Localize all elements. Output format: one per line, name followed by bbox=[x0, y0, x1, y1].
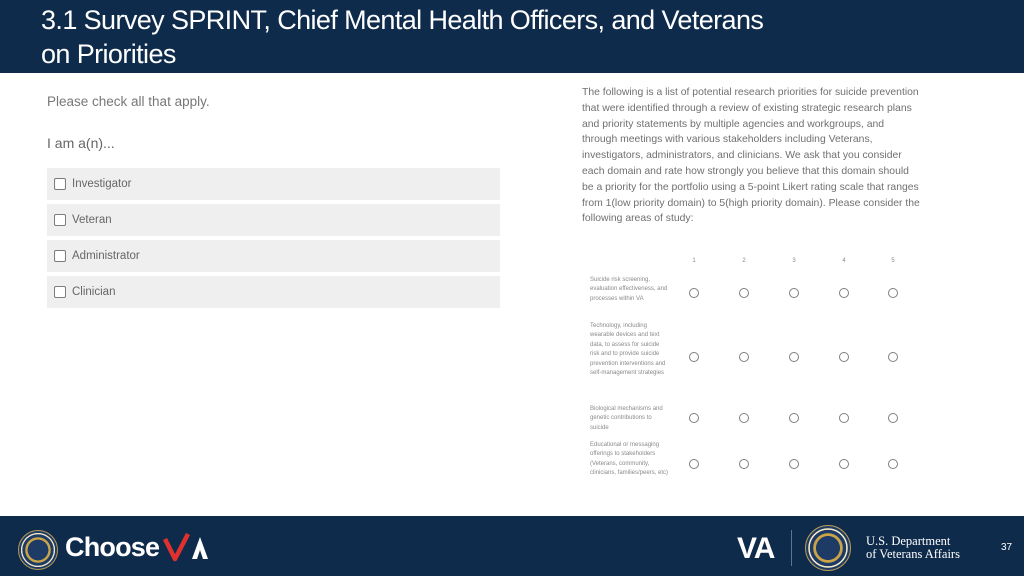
slide-title-line-1: 3.1 Survey SPRINT, Chief Mental Health Officers, and Veterans bbox=[41, 5, 764, 35]
rating-radio-4[interactable] bbox=[839, 413, 849, 423]
role-option-label: Investigator bbox=[72, 178, 132, 190]
department-name-line-1: U.S. Department bbox=[866, 534, 951, 548]
role-option-clinician[interactable] bbox=[47, 276, 500, 308]
rating-radio-1[interactable] bbox=[689, 288, 699, 298]
role-option-label: Clinician bbox=[72, 286, 116, 298]
scale-label-1: 1 bbox=[692, 258, 696, 264]
checkbox-icon[interactable] bbox=[54, 286, 66, 298]
title-bar bbox=[0, 0, 1024, 73]
choose-va-logo bbox=[65, 530, 212, 564]
role-option-investigator[interactable] bbox=[47, 168, 500, 200]
red-check-v-icon bbox=[162, 532, 212, 562]
role-option-label: Administrator bbox=[72, 250, 140, 262]
rating-radio-1[interactable] bbox=[689, 413, 699, 423]
rating-radio-2[interactable] bbox=[739, 352, 749, 362]
priority-row-educational bbox=[581, 441, 915, 491]
rating-radio-4[interactable] bbox=[839, 459, 849, 469]
va-seal-icon bbox=[18, 530, 58, 570]
department-name-line-2: of Veterans Affairs bbox=[866, 547, 960, 561]
choose-word: Choose bbox=[65, 531, 160, 562]
role-option-veteran[interactable] bbox=[47, 204, 500, 236]
rating-radio-5[interactable] bbox=[888, 288, 898, 298]
department-seal-icon bbox=[805, 525, 851, 571]
rating-radio-2[interactable] bbox=[739, 288, 749, 298]
role-survey-panel bbox=[40, 80, 508, 500]
checkbox-icon[interactable] bbox=[54, 214, 66, 226]
rating-radio-4[interactable] bbox=[839, 352, 849, 362]
checkbox-icon[interactable] bbox=[54, 250, 66, 262]
rating-radio-5[interactable] bbox=[888, 459, 898, 469]
priority-row-technology bbox=[581, 320, 915, 402]
rating-radio-2[interactable] bbox=[739, 459, 749, 469]
priority-intro-text: The following is a list of potential research priorities for suicide prevention that were identified through a review of existing strategic research plans and priority statements by multiple agencies and workgroups, and through meetings with various stakeholders including Veterans, investigators, administrators, and clinicians. We ask that you consider each domain and rate how strongly you believe that this domain should be a priority for the portfolio using a 5-point Likert rating scale that ranges from 1(low priority domain) to 5(high priority domain). Please consider the following areas of study: bbox=[582, 87, 920, 225]
checkbox-icon[interactable] bbox=[54, 178, 66, 190]
slide-title-line-2: on Priorities bbox=[41, 39, 176, 69]
rating-radio-4[interactable] bbox=[839, 288, 849, 298]
role-option-administrator[interactable] bbox=[47, 240, 500, 272]
scale-label-2: 2 bbox=[742, 258, 746, 264]
rating-radio-3[interactable] bbox=[789, 288, 799, 298]
rating-radio-3[interactable] bbox=[789, 459, 799, 469]
va-wordmark: VA bbox=[737, 532, 775, 565]
priority-row-biological bbox=[581, 405, 915, 439]
choose-va-mark bbox=[162, 532, 212, 562]
scale-label-3: 3 bbox=[792, 258, 796, 264]
scale-label-5: 5 bbox=[891, 258, 895, 264]
rating-radio-2[interactable] bbox=[739, 413, 749, 423]
role-question: I am a(n)... bbox=[47, 135, 115, 151]
page-number: 37 bbox=[1001, 542, 1013, 553]
rating-radio-1[interactable] bbox=[689, 352, 699, 362]
priority-rating-panel bbox=[575, 80, 920, 495]
slide-title bbox=[41, 3, 941, 71]
rating-radio-3[interactable] bbox=[789, 413, 799, 423]
domain-label: Biological mechanisms and genetic contributions to suicide bbox=[590, 406, 663, 431]
domain-label: Suicide risk screening, evaluation effectiveness, and processes within VA bbox=[590, 277, 668, 302]
rating-radio-3[interactable] bbox=[789, 352, 799, 362]
scale-label-4: 4 bbox=[842, 258, 846, 264]
footer-divider bbox=[791, 530, 792, 566]
rating-radio-5[interactable] bbox=[888, 352, 898, 362]
rating-radio-1[interactable] bbox=[689, 459, 699, 469]
domain-label: Educational or messaging offerings to stakeholders (Veterans, community, clinicians, families/peers, etc) bbox=[590, 442, 669, 477]
check-all-instruction: Please check all that apply. bbox=[47, 94, 210, 109]
role-option-label: Veteran bbox=[72, 214, 112, 226]
priority-row-screening bbox=[581, 274, 915, 319]
domain-label: Technology, including wearable devices and text data, to assess for suicide risk and to provide suicide prevention interventions and self-management strategies bbox=[590, 323, 666, 377]
rating-radio-5[interactable] bbox=[888, 413, 898, 423]
footer-bar bbox=[0, 516, 1024, 576]
